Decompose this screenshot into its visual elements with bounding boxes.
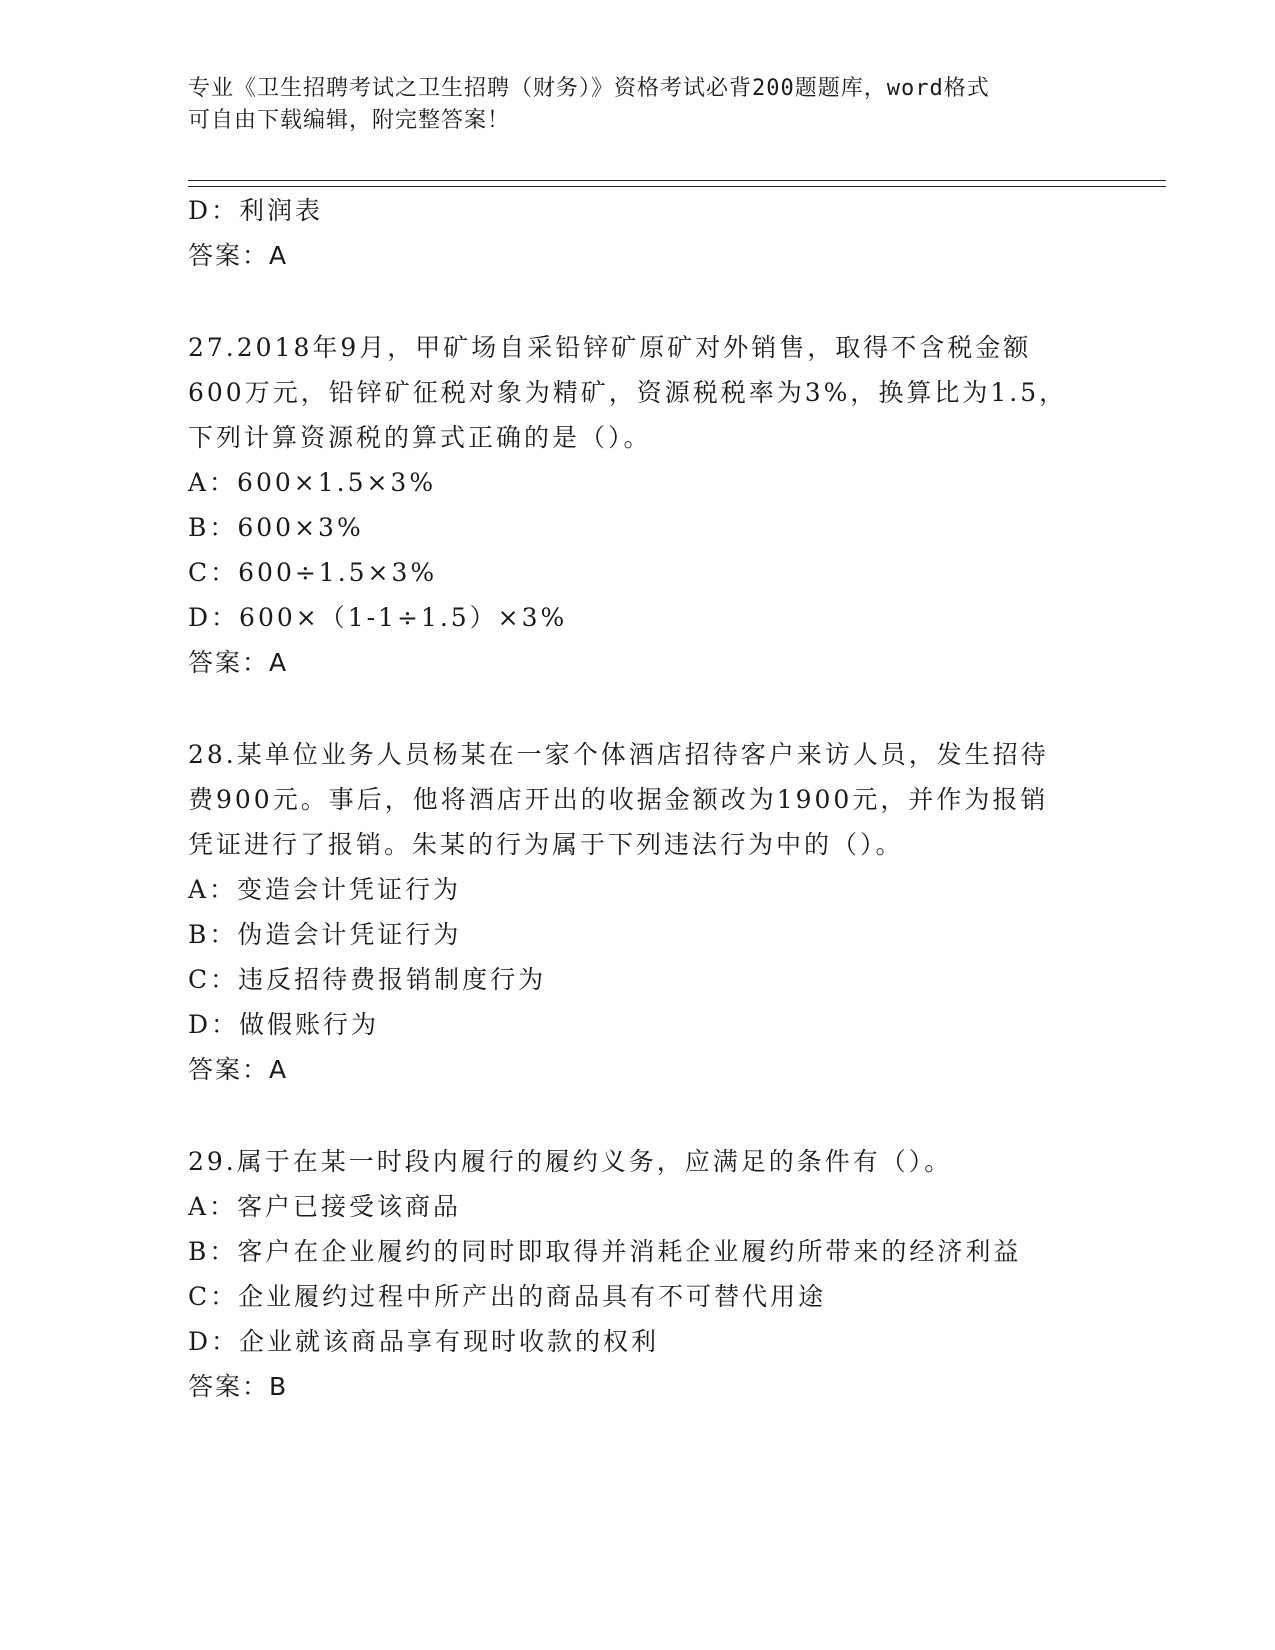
- document-body: [188, 188, 1118, 1456]
- question-29: [188, 1139, 1118, 1409]
- option-a: A：客户已接受该商品: [188, 1192, 462, 1221]
- question-text-line: 28.某单位业务人员杨某在一家个体酒店招待客户来访人员，发生招待: [188, 740, 1049, 769]
- answer-line: 答案：A: [188, 241, 289, 270]
- question-text-line: 600万元，铅锌矿征税对象为精矿，资源税税率为3%，换算比为1.5，: [188, 378, 1068, 407]
- answer-line: 答案：B: [188, 1372, 289, 1401]
- answer-line: 答案：A: [188, 648, 289, 677]
- question-27: [188, 325, 1118, 685]
- document-header: [188, 73, 1088, 137]
- option-b: B：客户在企业履约的同时即取得并消耗企业履约所带来的经济利益: [188, 1237, 1022, 1266]
- option-b: B：伪造会计凭证行为: [188, 920, 462, 949]
- option-d: D：企业就该商品享有现时收款的权利: [188, 1327, 660, 1356]
- option-c: C：违反招待费报销制度行为: [188, 965, 547, 994]
- question-text-line: 凭证进行了报销。朱某的行为属于下列违法行为中的（）。: [188, 830, 904, 859]
- question-28: [188, 732, 1118, 1092]
- header-line-1: 专业《卫生招聘考试之卫生招聘（财务）》资格考试必背200题题库，word格式: [188, 76, 990, 101]
- option-a: A：变造会计凭证行为: [188, 875, 462, 904]
- option-d: D：600×（1-1÷1.5）×3%: [188, 603, 568, 632]
- header-line-2: 可自由下载编辑，附完整答案！: [188, 108, 511, 133]
- option-c: C：600÷1.5×3%: [188, 558, 438, 587]
- question-text-line: 29.属于在某一时段内履行的履约义务，应满足的条件有（）。: [188, 1147, 953, 1176]
- option-d: D：做假账行为: [188, 1010, 380, 1039]
- option-c: C：企业履约过程中所产出的商品具有不可替代用途: [188, 1282, 827, 1311]
- previous-question-tail: [188, 188, 1118, 278]
- option-d: D：利润表: [188, 196, 324, 225]
- question-text-line: 下列计算资源税的算式正确的是（）。: [188, 423, 652, 452]
- option-b: B：600×3%: [188, 513, 364, 542]
- question-text-line: 费900元。事后，他将酒店开出的收据金额改为1900元，并作为报销: [188, 785, 1049, 814]
- option-a: A：600×1.5×3%: [188, 468, 437, 497]
- answer-line: 答案：A: [188, 1055, 289, 1084]
- header-divider-secondary: [188, 186, 1166, 187]
- question-text-line: 27.2018年9月，甲矿场自采铅锌矿原矿对外销售，取得不含税金额: [188, 333, 1032, 362]
- header-divider: [188, 180, 1166, 181]
